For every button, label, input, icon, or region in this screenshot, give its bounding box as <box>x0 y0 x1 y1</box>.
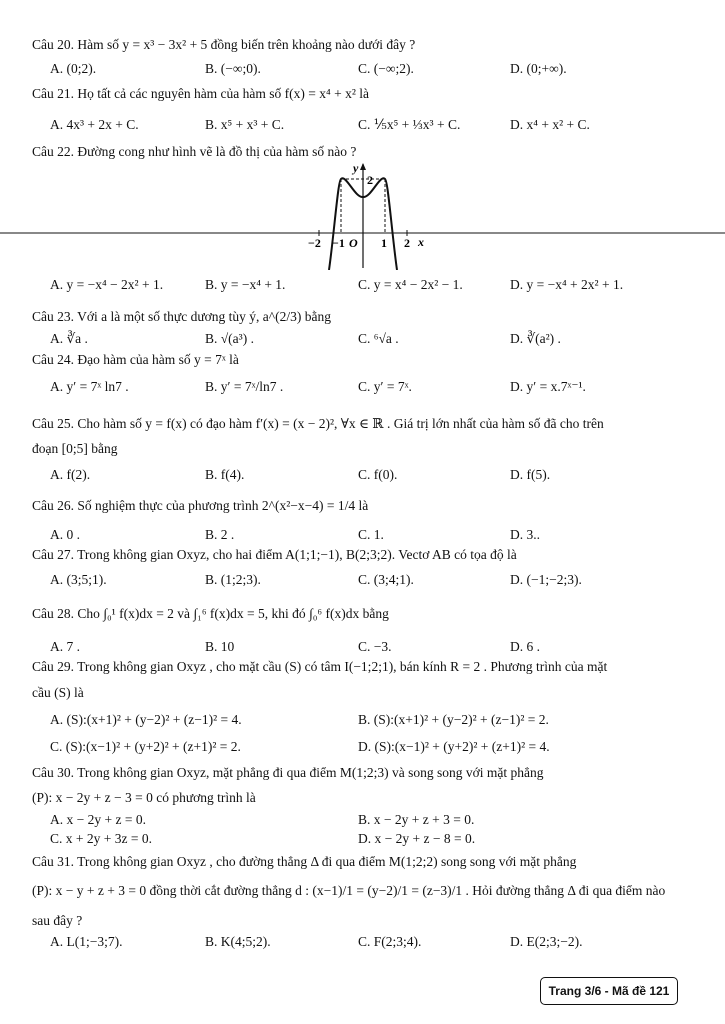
q27-option-c: C. (3;4;1). <box>358 572 414 587</box>
question-26-stem: Câu 26. Số nghiệm thực của phương trình 2^(x²−x−4) = 1/4 là <box>32 498 369 513</box>
q25-option-b: B. f(4). <box>205 467 245 482</box>
q24-option-a: A. y′ = 7ˣ ln7 . <box>50 379 129 394</box>
q22-option-c: C. y = x⁴ − 2x² − 1. <box>358 277 463 292</box>
question-31-stem: Câu 31. Trong không gian Oxyz , cho đường thẳng Δ đi qua điểm M(1;2;2) song song với mặt phẳng <box>32 854 577 869</box>
q27-option-b: B. (1;2;3). <box>205 572 261 587</box>
question-24-stem: Câu 24. Đạo hàm của hàm số y = 7ˣ là <box>32 352 239 367</box>
q28-option-d: D. 6 . <box>510 639 540 654</box>
label-pos2: 2 <box>404 236 410 250</box>
page-footer-badge: Trang 3/6 - Mã đề 121 <box>540 977 678 1005</box>
q20-option-d: D. (0;+∞). <box>510 61 567 76</box>
q30-option-c: C. x + 2y + 3z = 0. <box>50 831 152 846</box>
question-23-stem: Câu 23. Với a là một số thực dương tùy ý, a^(2/3) bằng <box>32 309 331 324</box>
q29-option-d: D. (S):(x−1)² + (y+2)² + (z+1)² = 4. <box>358 739 550 754</box>
q31-option-d: D. E(2;3;−2). <box>510 934 583 949</box>
q29-option-c: C. (S):(x−1)² + (y+2)² + (z+1)² = 2. <box>50 739 241 754</box>
question-30-stem: Câu 30. Trong không gian Oxyz, mặt phẳng đi qua điểm M(1;2;3) và song song với mặt phẳng <box>32 765 544 780</box>
label-o: O <box>349 236 358 250</box>
question-20-stem: Câu 20. Hàm số y = x³ − 3x² + 5 đồng biến trên khoảng nào dưới đây ? <box>32 37 416 52</box>
q21-option-b: B. x⁵ + x³ + C. <box>205 117 285 132</box>
question-22-stem: Câu 22. Đường cong như hình vẽ là đồ thị của hàm số nào ? <box>32 144 357 159</box>
question-29-stem: Câu 29. Trong không gian Oxyz , cho mặt cầu (S) có tâm I(−1;2;1), bán kính R = 2 . Phương trình của mặt <box>32 659 608 674</box>
q23-option-a: A. ∛a . <box>50 331 88 346</box>
q26-option-a: A. 0 . <box>50 527 80 542</box>
question-25-stem-line2: đoạn [0;5] bằng <box>32 441 118 456</box>
q23-option-d: D. ∛(a²) . <box>510 331 561 346</box>
label-pos1: 1 <box>381 236 387 250</box>
q25-option-c: C. f(0). <box>358 467 398 482</box>
q21-option-a: A. 4x³ + 2x + C. <box>50 117 139 132</box>
question-25-stem: Câu 25. Cho hàm số y = f(x) có đạo hàm f′(x) = (x − 2)², ∀x ∈ ℝ . Giá trị lớn nhất của hàm số đã cho trên <box>32 416 604 431</box>
q23-option-b: B. √(a³) . <box>205 331 254 346</box>
q22-option-d: D. y = −x⁴ + 2x² + 1. <box>510 277 624 292</box>
q24-option-b: B. y′ = 7ˣ/ln7 . <box>205 379 284 394</box>
q20-option-c: C. (−∞;2). <box>358 61 414 76</box>
question-21-stem: Câu 21. Họ tất cả các nguyên hàm của hàm số f(x) = x⁴ + x² là <box>32 86 369 101</box>
q24-option-d: D. y′ = x.7ˣ⁻¹. <box>510 379 586 394</box>
q25-option-a: A. f(2). <box>50 467 91 482</box>
question-30-stem-line2: (P): x − 2y + z − 3 = 0 có phương trình là <box>32 790 256 805</box>
q28-option-c: C. −3. <box>358 639 392 654</box>
q27-option-a: A. (3;5;1). <box>50 572 107 587</box>
q28-option-b: B. 10 <box>205 639 235 654</box>
y-axis-arrow <box>360 163 366 170</box>
q25-option-d: D. f(5). <box>510 467 551 482</box>
q30-option-b: B. x − 2y + z + 3 = 0. <box>358 812 475 827</box>
q21-option-d: D. x⁴ + x² + C. <box>510 117 590 132</box>
q31-option-b: B. K(4;5;2). <box>205 934 271 949</box>
q30-option-d: D. x − 2y + z − 8 = 0. <box>358 831 476 846</box>
q26-option-b: B. 2 . <box>205 527 235 542</box>
question-27-stem: Câu 27. Trong không gian Oxyz, cho hai điểm A(1;1;−1), B(2;3;2). Vectơ AB có tọa độ là <box>32 547 517 562</box>
q22-option-a: A. y = −x⁴ − 2x² + 1. <box>50 277 164 292</box>
q27-option-d: D. (−1;−2;3). <box>510 572 582 587</box>
label-neg2: −2 <box>308 236 321 250</box>
q28-option-a: A. 7 . <box>50 639 80 654</box>
label-x: x <box>418 235 424 249</box>
label-neg1: −1 <box>332 236 345 250</box>
question-28-stem: Câu 28. Cho ∫₀¹ f(x)dx = 2 và ∫₁⁶ f(x)dx = 5, khi đó ∫₀⁶ f(x)dx bằng <box>32 606 389 621</box>
q30-option-a: A. x − 2y + z = 0. <box>50 812 146 827</box>
label-y: y <box>353 161 359 175</box>
q26-option-c: C. 1. <box>358 527 384 542</box>
q21-option-c: C. ⅕x⁵ + ⅓x³ + C. <box>358 117 461 132</box>
label-two-top: 2 <box>367 173 373 187</box>
q29-option-a: A. (S):(x+1)² + (y−2)² + (z−1)² = 4. <box>50 712 242 727</box>
q22-option-b: B. y = −x⁴ + 1. <box>205 277 286 292</box>
q23-option-c: C. ⁶√a . <box>358 331 399 346</box>
q29-option-b: B. (S):(x+1)² + (y−2)² + (z−1)² = 2. <box>358 712 549 727</box>
question-31-stem-line3: sau đây ? <box>32 913 83 928</box>
q20-option-b: B. (−∞;0). <box>205 61 261 76</box>
question-31-stem-line2: (P): x − y + z + 3 = 0 đồng thời cắt đường thẳng d : (x−1)/1 = (y−2)/1 = (z−3)/1 . Hỏi đường thẳng Δ đi qua điểm nào <box>32 883 666 898</box>
q31-option-a: A. L(1;−3;7). <box>50 934 123 949</box>
question-29-stem-line2: cầu (S) là <box>32 685 84 700</box>
q26-option-d: D. 3.. <box>510 527 540 542</box>
q24-option-c: C. y′ = 7ˣ. <box>358 379 412 394</box>
function-graph <box>0 160 725 270</box>
q31-option-c: C. F(2;3;4). <box>358 934 422 949</box>
q20-option-a: A. (0;2). <box>50 61 97 76</box>
